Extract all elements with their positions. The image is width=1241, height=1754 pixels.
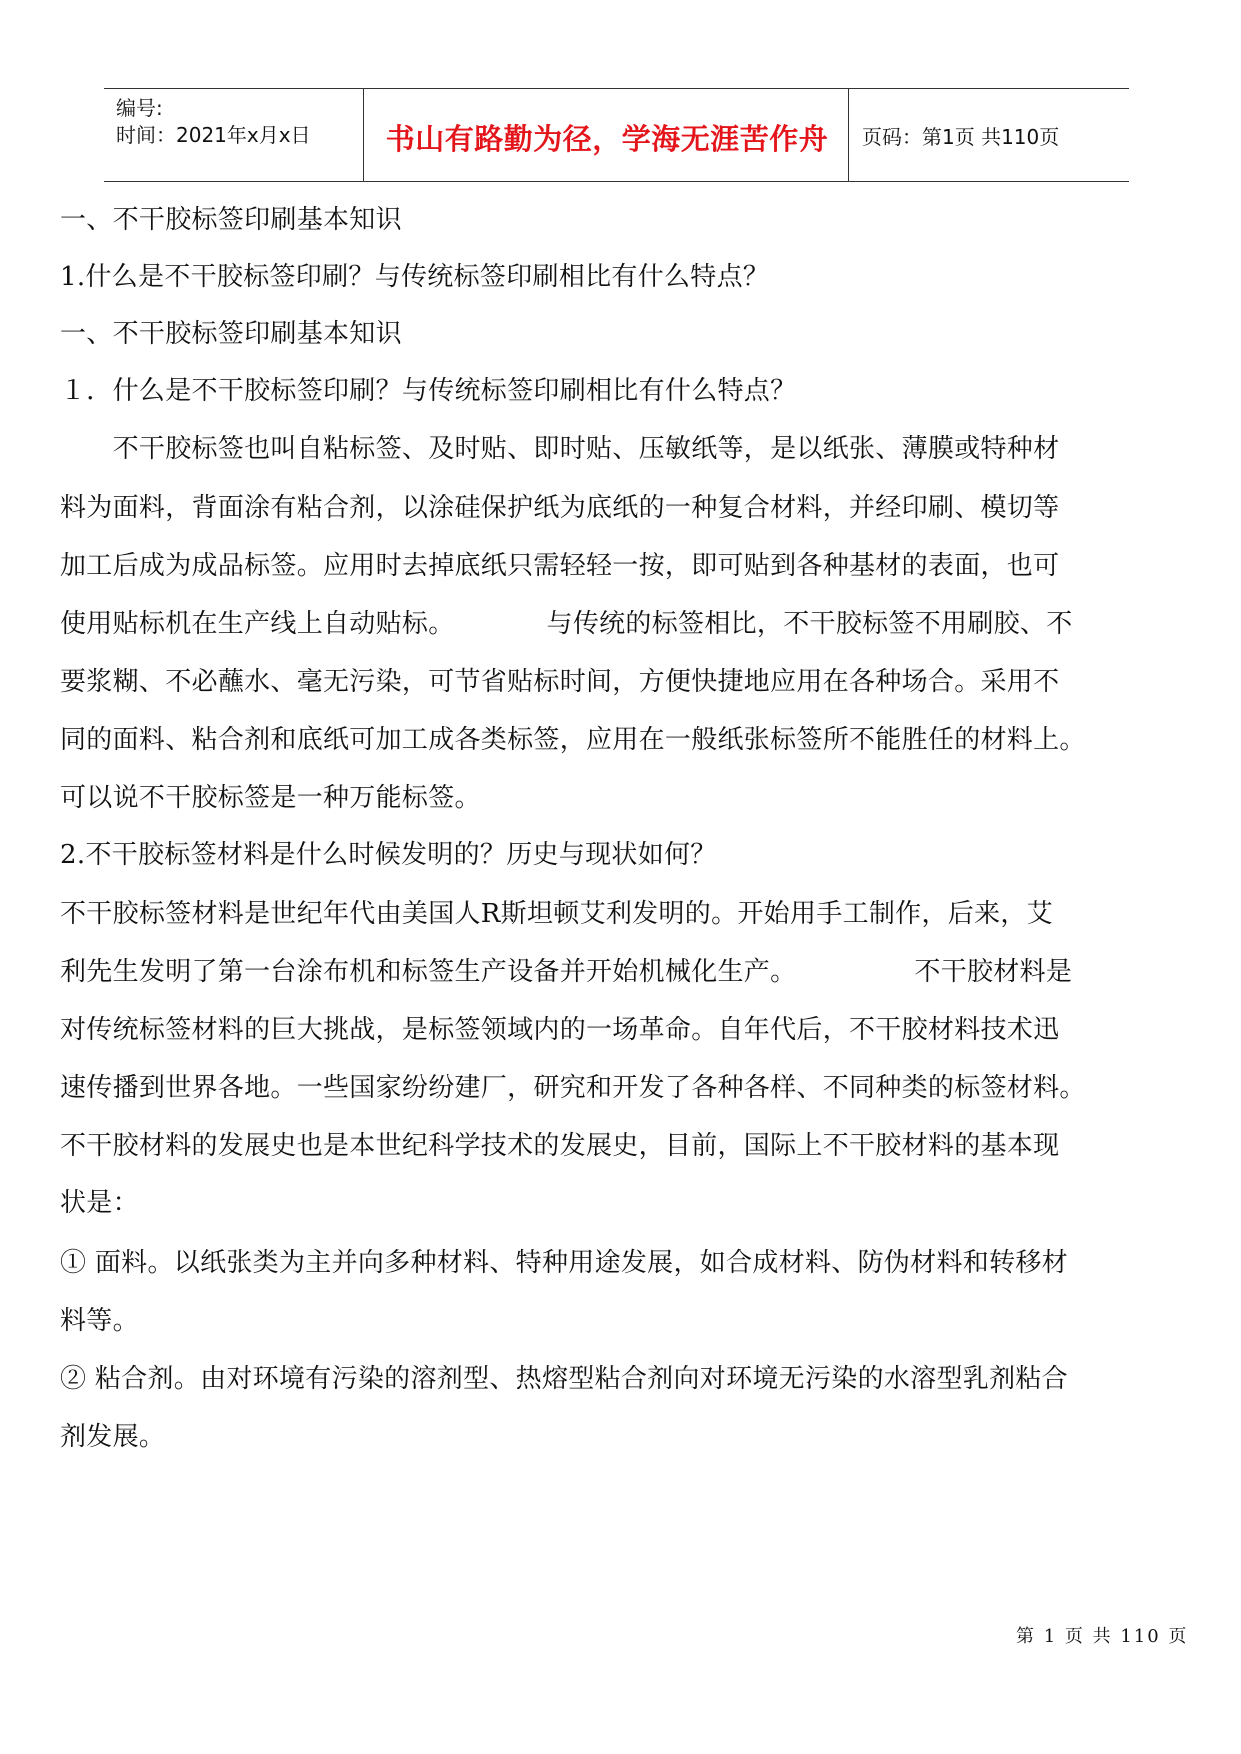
paragraph-text: 利先生发明了第一台涂布机和标签生产设备并开始机械化生产。 xyxy=(60,957,797,987)
page-footer: 第 1 页 共 110 页 xyxy=(1016,1626,1189,1647)
list-item: ① 面料。以纸张类为主并向多种材料、特种用途发展，如合成材料、防伪材料和转移材 xyxy=(60,1248,1068,1278)
question-heading: 2.不干胶标签材料是什么时候发明的？历史与现状如何？ xyxy=(60,840,717,870)
header-divider xyxy=(363,89,364,181)
header-divider xyxy=(848,89,849,181)
code-label: 编号: xyxy=(116,96,163,120)
paragraph-line: 对传统标签材料的巨大挑战，是标签领域内的一场革命。自年代后，不干胶材料技术迅 xyxy=(60,1015,1060,1045)
paragraph-line xyxy=(60,607,1190,641)
question-heading: 1.什么是不干胶标签印刷？与传统标签印刷相比有什么特点？ xyxy=(60,262,770,292)
paragraph-text: 使用贴标机在生产线上自动贴标。 xyxy=(60,609,455,639)
paragraph-line: 状是： xyxy=(60,1188,139,1218)
paragraph-line: 不干胶材料的发展史也是本世纪科学技术的发展史，目前，国际上不干胶材料的基本现 xyxy=(60,1131,1060,1161)
header-info xyxy=(116,95,311,149)
list-item-continued: 料等。 xyxy=(60,1306,139,1336)
time-label: 时间：2021年x月x日 xyxy=(116,123,311,147)
paragraph-line: 加工后成为成品标签。应用时去掉底纸只需轻轻一按，即可贴到各种基材的表面，也可 xyxy=(60,551,1060,581)
paragraph-line: 料为面料，背面涂有粘合剂，以涂硅保护纸为底纸的一种复合材料，并经印刷、模切等 xyxy=(60,493,1060,523)
paragraph-text: 与传统的标签相比，不干胶标签不用刷胶、不 xyxy=(546,609,1073,639)
section-heading: 一、不干胶标签印刷基本知识 xyxy=(60,205,402,235)
section-heading: 一、不干胶标签印刷基本知识 xyxy=(60,319,402,349)
paragraph-line: 不干胶标签材料是世纪年代由美国人R斯坦顿艾利发明的。开始用手工制作，后来，艾 xyxy=(60,899,1053,929)
paragraph-line: 不干胶标签也叫自粘标签、及时贴、即时贴、压敏纸等，是以纸张、薄膜或特种材 xyxy=(60,434,1060,464)
paragraph-line xyxy=(60,955,1190,989)
question-heading: １．什么是不干胶标签印刷？与传统标签印刷相比有什么特点？ xyxy=(60,376,797,406)
list-item: ② 粘合剂。由对环境有污染的溶剂型、热熔型粘合剂向对环境无污染的水溶型乳剂粘合 xyxy=(60,1364,1068,1394)
header-table xyxy=(104,88,1129,182)
header-page-label: 页码：第1页 共110页 xyxy=(862,125,1060,149)
paragraph-line: 同的面料、粘合剂和底纸可加工成各类标签，应用在一般纸张标签所不能胜任的材料上。 xyxy=(60,725,1086,755)
motto-text: 书山有路勤为径，学海无涯苦作舟 xyxy=(385,122,829,156)
paragraph-line: 可以说不干胶标签是一种万能标签。 xyxy=(60,783,481,813)
paragraph-text: 不干胶材料是 xyxy=(914,957,1073,987)
paragraph-line: 速传播到世界各地。一些国家纷纷建厂，研究和开发了各种各样、不同种类的标签材料。 xyxy=(60,1073,1086,1103)
paragraph-line: 要浆糊、不必蘸水、毫无污染，可节省贴标时间，方便快捷地应用在各种场合。采用不 xyxy=(60,667,1060,697)
list-item-continued: 剂发展。 xyxy=(60,1422,166,1452)
